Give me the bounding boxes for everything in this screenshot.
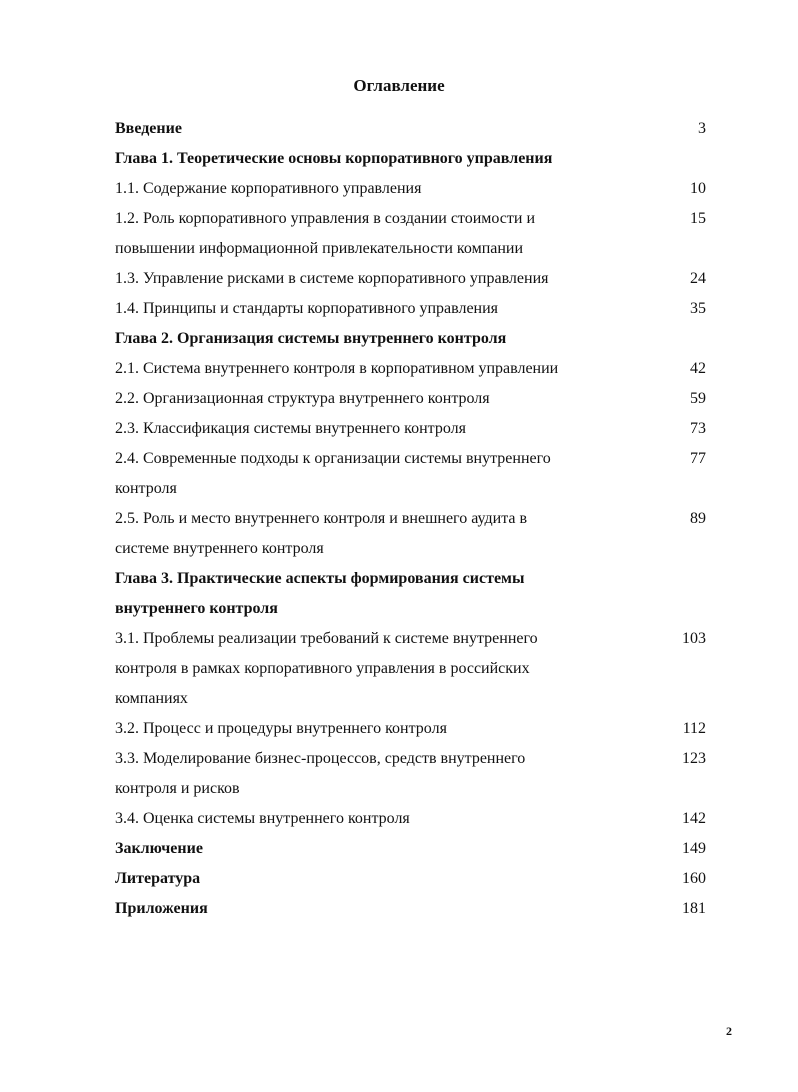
toc-entry-text: Введение — [115, 120, 182, 137]
toc-entry-text: Заключение — [115, 840, 203, 857]
toc-entry-text: 2.1. Система внутреннего контроля в корпоративном управлении — [115, 360, 559, 377]
page-number: 2 — [726, 1024, 732, 1038]
toc-page-number: 142 — [682, 810, 706, 827]
toc-page-number: 10 — [690, 180, 706, 197]
toc-entry-text: 3.3. Моделирование бизнес-процессов, средств внутреннего — [115, 750, 526, 767]
toc-page-number: 15 — [690, 210, 706, 227]
toc-entry-text: 2.5. Роль и место внутреннего контроля и внешнего аудита в — [115, 510, 528, 527]
toc-line — [115, 294, 715, 324]
toc-entry-text: 3.1. Проблемы реализации требований к системе внутреннего — [115, 630, 538, 647]
toc-page-number: 3 — [698, 120, 706, 137]
toc-line — [115, 174, 715, 204]
toc-page-number: 24 — [690, 270, 706, 287]
toc-page-number: 160 — [682, 870, 706, 887]
toc-line — [115, 744, 715, 774]
toc-page-number: 89 — [690, 510, 706, 527]
toc-page-number: 123 — [682, 750, 706, 767]
toc-entry-text: компаниях — [115, 690, 188, 707]
toc-line — [115, 204, 715, 234]
toc-entry-text: контроля и рисков — [115, 780, 240, 797]
toc-line — [115, 714, 715, 744]
toc-entry-text: Глава 2. Организация системы внутреннего контроля — [115, 330, 507, 347]
toc-line — [115, 894, 715, 924]
toc-entry-text: Глава 3. Практические аспекты формирования системы — [115, 570, 525, 587]
toc-line — [115, 474, 715, 504]
table-of-contents — [115, 114, 715, 924]
toc-line — [115, 324, 715, 354]
toc-line — [115, 504, 715, 534]
toc-entry-text: системе внутреннего контроля — [115, 540, 324, 557]
toc-entry-text: 3.4. Оценка системы внутреннего контроля — [115, 810, 410, 827]
toc-entry-text: 2.4. Современные подходы к организации системы внутреннего — [115, 450, 551, 467]
page-title: Оглавление — [353, 76, 445, 95]
toc-entry-text: Приложения — [115, 900, 208, 917]
toc-line — [115, 444, 715, 474]
toc-entry-text: повышении информационной привлекательности компании — [115, 240, 524, 257]
toc-line — [115, 384, 715, 414]
toc-entry-text: 1.3. Управление рисками в системе корпоративного управления — [115, 270, 549, 287]
toc-page-number: 73 — [690, 420, 706, 437]
toc-entry-text: 3.2. Процесс и процедуры внутреннего контроля — [115, 720, 447, 737]
toc-line — [115, 774, 715, 804]
toc-line — [115, 354, 715, 384]
toc-line — [115, 264, 715, 294]
toc-entry-text: контроля — [115, 480, 177, 497]
toc-entry-text: 1.1. Содержание корпоративного управления — [115, 180, 422, 197]
toc-page-number: 181 — [682, 900, 706, 917]
toc-line — [115, 534, 715, 564]
toc-line — [115, 624, 715, 654]
toc-entry-text: 1.4. Принципы и стандарты корпоративного управления — [115, 300, 499, 317]
toc-entry-text: 2.3. Классификация системы внутреннего контроля — [115, 420, 466, 437]
toc-line — [115, 864, 715, 894]
toc-line — [115, 564, 715, 594]
toc-line — [115, 594, 715, 624]
toc-entry-text: контроля в рамках корпоративного управления в российских — [115, 660, 530, 677]
toc-page-number: 149 — [682, 840, 706, 857]
toc-line — [115, 414, 715, 444]
toc-line — [115, 834, 715, 864]
toc-entry-text: 2.2. Организационная структура внутреннего контроля — [115, 390, 490, 407]
toc-line — [115, 654, 715, 684]
toc-page-number: 35 — [690, 300, 706, 317]
toc-page-number: 77 — [690, 450, 706, 467]
toc-line — [115, 114, 715, 144]
toc-line — [115, 234, 715, 264]
toc-line — [115, 684, 715, 714]
toc-entry-text: Глава 1. Теоретические основы корпоративного управления — [115, 150, 553, 167]
toc-line — [115, 804, 715, 834]
toc-entry-text: внутреннего контроля — [115, 600, 278, 617]
toc-line — [115, 144, 715, 174]
toc-page-number: 59 — [690, 390, 706, 407]
toc-page-number: 103 — [682, 630, 706, 647]
toc-entry-text: 1.2. Роль корпоративного управления в создании стоимости и — [115, 210, 535, 227]
toc-page-number: 42 — [690, 360, 706, 377]
toc-page-number: 112 — [682, 720, 706, 737]
toc-entry-text: Литература — [115, 870, 201, 887]
